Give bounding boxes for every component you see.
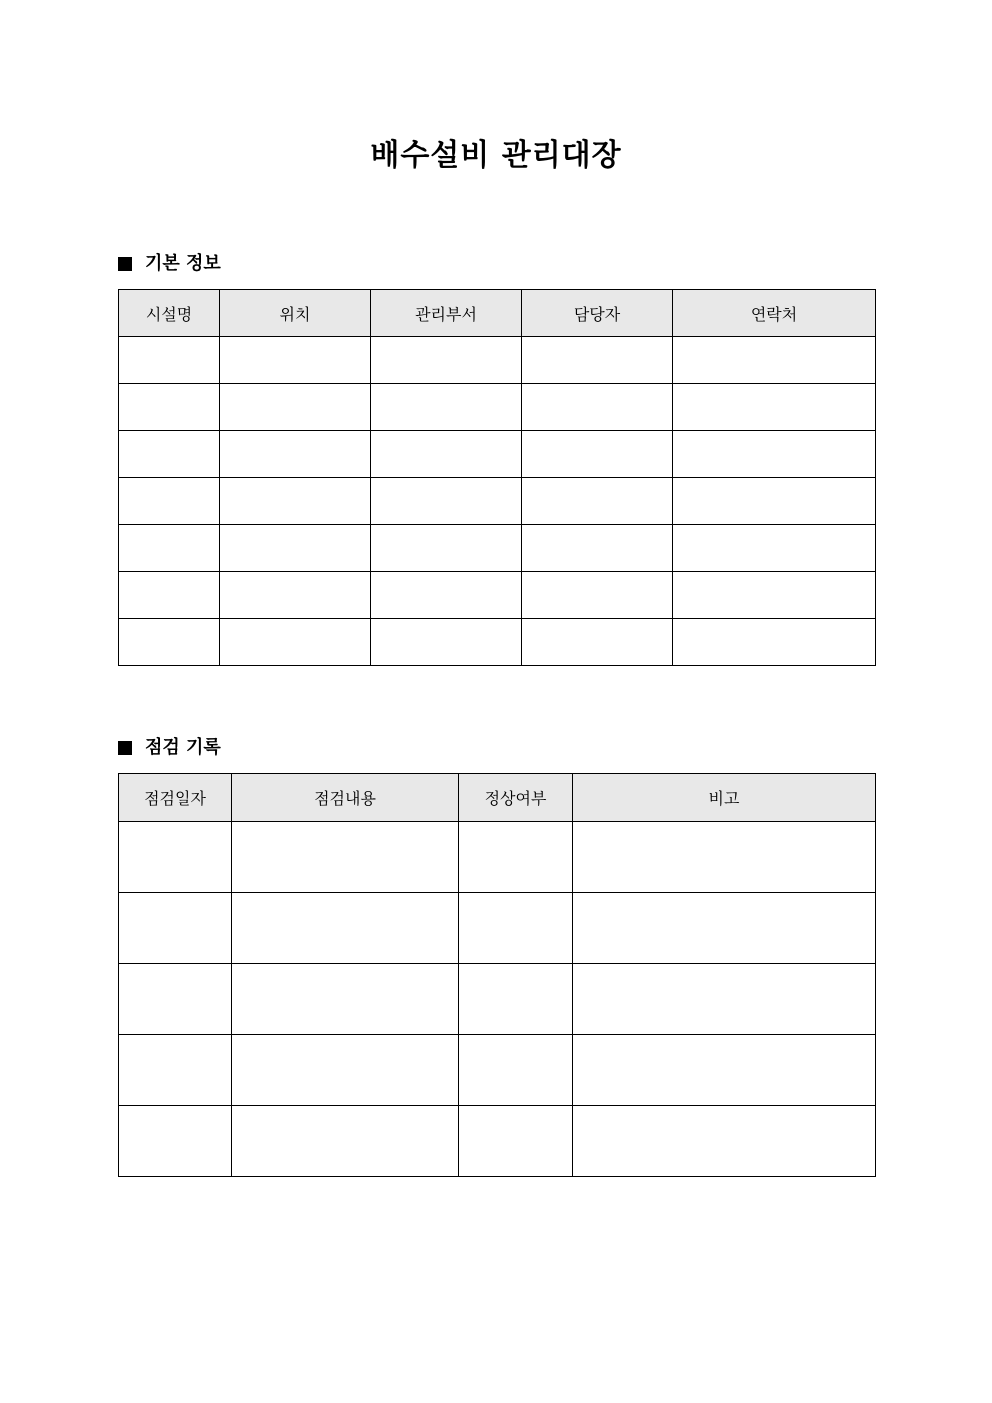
table-cell[interactable] [459, 1035, 573, 1106]
table-cell[interactable] [119, 384, 220, 431]
table-row [119, 1106, 876, 1177]
table-row [119, 619, 876, 666]
table-cell[interactable] [371, 384, 522, 431]
column-header-contact: 연락처 [673, 290, 876, 337]
table-cell[interactable] [232, 1106, 459, 1177]
table-cell[interactable] [220, 525, 371, 572]
table-row [119, 478, 876, 525]
table-cell[interactable] [673, 572, 876, 619]
table-cell[interactable] [673, 337, 876, 384]
column-header-normal-status: 정상여부 [459, 774, 573, 822]
table-cell[interactable] [522, 384, 673, 431]
table-cell[interactable] [573, 822, 876, 893]
table-cell[interactable] [522, 478, 673, 525]
table-cell[interactable] [371, 525, 522, 572]
table-cell[interactable] [673, 431, 876, 478]
table-row [119, 964, 876, 1035]
table-header-row [119, 774, 876, 822]
column-header-remarks: 비고 [573, 774, 876, 822]
table-cell[interactable] [119, 822, 232, 893]
table-row [119, 893, 876, 964]
table-cell[interactable] [573, 893, 876, 964]
table-cell[interactable] [119, 525, 220, 572]
table-cell[interactable] [573, 1035, 876, 1106]
table-cell[interactable] [522, 619, 673, 666]
table-cell[interactable] [220, 384, 371, 431]
table-cell[interactable] [371, 619, 522, 666]
table-cell[interactable] [119, 478, 220, 525]
table-cell[interactable] [371, 431, 522, 478]
square-bullet-icon [118, 741, 132, 755]
table-cell[interactable] [459, 822, 573, 893]
table-cell[interactable] [220, 572, 371, 619]
page-title: 배수설비 관리대장 [370, 138, 622, 173]
table-cell[interactable] [220, 619, 371, 666]
table-cell[interactable] [220, 478, 371, 525]
table-cell[interactable] [220, 337, 371, 384]
table-cell[interactable] [119, 1106, 232, 1177]
table-cell[interactable] [522, 431, 673, 478]
table-cell[interactable] [119, 893, 232, 964]
section-heading-label: 기본 정보 [145, 253, 221, 274]
section-heading-label: 점검 기록 [145, 737, 221, 758]
table-cell[interactable] [232, 1035, 459, 1106]
table-row [119, 1035, 876, 1106]
table-cell[interactable] [522, 572, 673, 619]
table-cell[interactable] [673, 619, 876, 666]
inspection-log-table [118, 773, 876, 1177]
table-cell[interactable] [573, 1106, 876, 1177]
column-header-department: 관리부서 [371, 290, 522, 337]
table-cell[interactable] [232, 822, 459, 893]
table-row [119, 337, 876, 384]
table-row [119, 525, 876, 572]
table-row [119, 822, 876, 893]
table-cell[interactable] [673, 478, 876, 525]
table-cell[interactable] [371, 478, 522, 525]
table-row [119, 572, 876, 619]
table-header-row [119, 290, 876, 337]
table-row [119, 384, 876, 431]
table-cell[interactable] [220, 431, 371, 478]
table-cell[interactable] [573, 964, 876, 1035]
table-cell[interactable] [119, 619, 220, 666]
table-cell[interactable] [522, 337, 673, 384]
table-row [119, 431, 876, 478]
table-cell[interactable] [522, 525, 673, 572]
table-cell[interactable] [119, 1035, 232, 1106]
table-cell[interactable] [119, 337, 220, 384]
table-cell[interactable] [459, 1106, 573, 1177]
column-header-inspection-details: 점검내용 [232, 774, 459, 822]
section-heading-basic-info [118, 252, 221, 276]
basic-info-table [118, 289, 876, 666]
table-cell[interactable] [459, 964, 573, 1035]
column-header-facility-name: 시설명 [119, 290, 220, 337]
table-cell[interactable] [232, 893, 459, 964]
column-header-manager: 담당자 [522, 290, 673, 337]
table-cell[interactable] [232, 964, 459, 1035]
square-bullet-icon [118, 257, 132, 271]
table-cell[interactable] [119, 964, 232, 1035]
table-cell[interactable] [459, 893, 573, 964]
table-cell[interactable] [119, 431, 220, 478]
column-header-location: 위치 [220, 290, 371, 337]
table-cell[interactable] [371, 337, 522, 384]
table-cell[interactable] [673, 525, 876, 572]
section-heading-inspection-log [118, 736, 221, 760]
table-cell[interactable] [673, 384, 876, 431]
table-cell[interactable] [119, 572, 220, 619]
table-cell[interactable] [371, 572, 522, 619]
column-header-inspection-date: 점검일자 [119, 774, 232, 822]
